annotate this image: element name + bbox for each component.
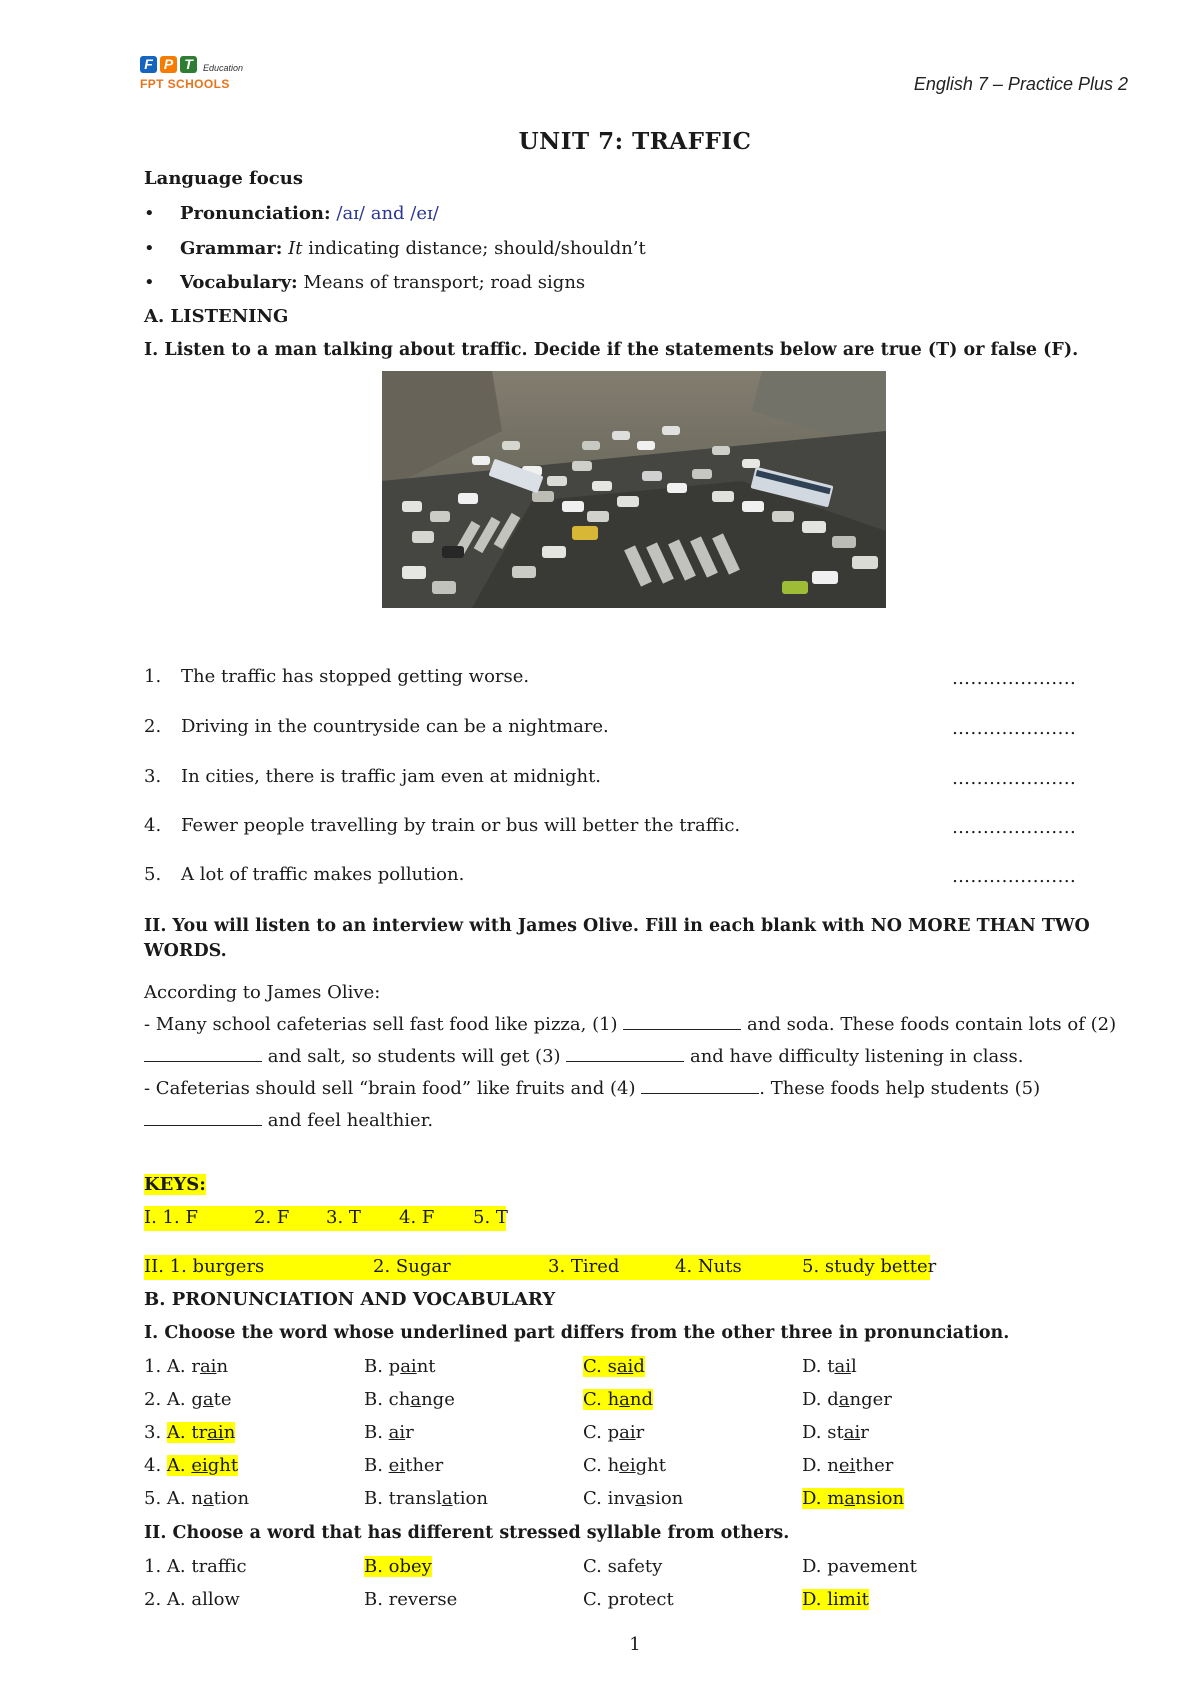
part2-paragraph-line3: - Cafeterias should sell “brain food” like fruits and (4) . These foods help students (5): [144, 1078, 1041, 1099]
pron-option-5-A[interactable]: 5. A. nation: [144, 1488, 250, 1509]
answer-blank-2[interactable]: ….................: [952, 718, 1077, 739]
pron-option-1-C[interactable]: C. said: [583, 1356, 645, 1377]
focus-item-vocabulary: • Vocabulary: Means of transport; road signs: [144, 272, 586, 293]
pron-option-5-C[interactable]: C. invasion: [583, 1488, 684, 1509]
focus-label: Pronunciation:: [180, 203, 331, 224]
traffic-photo-svg: [382, 371, 886, 608]
keys-row2-4: 4. Nuts: [675, 1256, 742, 1277]
section-b-part1-instruction: I. Choose the word whose underlined part differs from the other three in pronunciation.: [144, 1323, 1010, 1343]
pron-option-2-A[interactable]: 2. A. gate: [144, 1389, 232, 1410]
statement-2: 2. Driving in the countryside can be a nightmare.: [144, 716, 609, 737]
keys-row2-2: 2. Sugar: [373, 1256, 451, 1277]
pron-option-5-B[interactable]: B. translation: [364, 1488, 488, 1509]
focus-text: Means of transport; road signs: [297, 272, 586, 293]
focus-text: indicating distance; should/shouldn’t: [302, 238, 646, 259]
logo-letter-t: T: [180, 56, 197, 73]
answer-blank-5[interactable]: ….................: [952, 866, 1077, 887]
focus-label: Vocabulary:: [180, 272, 298, 293]
section-a-heading: A. LISTENING: [144, 306, 289, 327]
pron-option-3-B[interactable]: B. air: [364, 1422, 414, 1443]
stress-option-2-D[interactable]: D. limit: [802, 1589, 869, 1610]
stress-option-2-A[interactable]: 2. A. allow: [144, 1589, 240, 1610]
part2-paragraph-line2: and salt, so students will get (3) and have difficulty listening in class.: [144, 1046, 1023, 1067]
keys-row1-highlight: [144, 1206, 506, 1231]
fill-blank-3[interactable]: [566, 1046, 684, 1062]
part1-instruction: I. Listen to a man talking about traffic. Decide if the statements below are true (T) or false (F).: [144, 340, 1079, 360]
logo-schools-text: FPT SCHOOLS: [140, 77, 230, 91]
logo-education: Education: [203, 63, 244, 73]
keys-row1-3: 3. T: [326, 1207, 361, 1228]
answer-blank-1[interactable]: ….................: [952, 668, 1077, 689]
pron-option-3-C[interactable]: C. pair: [583, 1422, 645, 1443]
pron-option-3-A[interactable]: 3. A. train: [144, 1422, 236, 1443]
stress-option-2-B[interactable]: B. reverse: [364, 1589, 458, 1610]
pron-option-1-B[interactable]: B. paint: [364, 1356, 436, 1377]
keys-row2-3: 3. Tired: [548, 1256, 620, 1277]
page-title: UNIT 7: TRAFFIC: [518, 128, 752, 155]
statement-3: 3. In cities, there is traffic jam even at midnight.: [144, 766, 602, 787]
statement-1: 1. The traffic has stopped getting worse.: [144, 666, 530, 687]
header-title: English 7 – Practice Plus 2: [913, 74, 1128, 94]
logo-letter-p: P: [160, 56, 177, 73]
keys-row1: I. 1. F: [144, 1207, 198, 1228]
stress-option-1-D[interactable]: D. pavement: [802, 1556, 917, 1577]
focus-text: /aɪ/ and /eɪ/: [336, 203, 439, 224]
pron-option-4-C[interactable]: C. height: [583, 1455, 666, 1476]
statement-5: 5. A lot of traffic makes pollution.: [144, 864, 465, 885]
keys-heading: KEYS:: [144, 1174, 206, 1195]
answer-blank-3[interactable]: ….................: [952, 768, 1077, 789]
pron-option-4-D[interactable]: D. neither: [802, 1455, 894, 1476]
answer-blank-4[interactable]: ….................: [952, 817, 1077, 838]
part2-intro: According to James Olive:: [144, 982, 381, 1003]
traffic-jam-photo: [382, 371, 886, 608]
pron-option-5-D[interactable]: D. mansion: [802, 1488, 905, 1509]
focus-italic: It: [288, 238, 303, 259]
fill-blank-5[interactable]: [144, 1110, 262, 1126]
pron-option-1-D[interactable]: D. tail: [802, 1356, 857, 1377]
focus-label: Grammar:: [180, 238, 283, 259]
pron-option-2-D[interactable]: D. danger: [802, 1389, 892, 1410]
keys-row1-2: 2. F: [254, 1207, 290, 1228]
pron-option-2-C[interactable]: C. hand: [583, 1389, 654, 1410]
focus-item-grammar: • Grammar: It indicating distance; should/shouldn’t: [144, 238, 646, 259]
fill-blank-1[interactable]: [623, 1014, 741, 1030]
pron-option-1-A[interactable]: 1. A. rain: [144, 1356, 229, 1377]
pron-option-2-B[interactable]: B. change: [364, 1389, 455, 1410]
stress-option-2-C[interactable]: C. protect: [583, 1589, 674, 1610]
language-focus-heading: Language focus: [144, 168, 303, 189]
keys-row1-4: 4. F: [399, 1207, 435, 1228]
section-b-part2-instruction: II. Choose a word that has different stressed syllable from others.: [144, 1523, 790, 1543]
pron-option-4-A[interactable]: 4. A. eight: [144, 1455, 239, 1476]
keys-row1-5: 5. T: [473, 1207, 508, 1228]
fill-blank-4[interactable]: [641, 1078, 759, 1094]
part2-paragraph-line4: and feel healthier.: [144, 1110, 433, 1131]
pron-option-4-B[interactable]: B. either: [364, 1455, 444, 1476]
section-b-heading: B. PRONUNCIATION AND VOCABULARY: [144, 1289, 556, 1310]
fpt-schools-logo: [140, 56, 250, 100]
stress-option-1-C[interactable]: C. safety: [583, 1556, 663, 1577]
part2-paragraph-line1: - Many school cafeterias sell fast food like pizza, (1) and soda. These foods contain lots of (2): [144, 1014, 1117, 1035]
stress-option-1-B[interactable]: B. obey: [364, 1556, 432, 1577]
part2-instruction-line1: II. You will listen to an interview with James Olive. Fill in each blank with NO MORE THAN TWO: [144, 916, 1090, 936]
page-number: 1: [629, 1634, 641, 1655]
fill-blank-2[interactable]: [144, 1046, 262, 1062]
logo-letter-f: F: [140, 56, 157, 73]
pron-option-3-D[interactable]: D. stair: [802, 1422, 869, 1443]
part2-instruction-line2: WORDS.: [144, 941, 227, 961]
keys-row2-1: II. 1. burgers: [144, 1256, 265, 1277]
keys-row2-5: 5. study better: [802, 1256, 937, 1277]
focus-item-pronunciation: • Pronunciation: /aɪ/ and /eɪ/: [144, 203, 439, 224]
stress-option-1-A[interactable]: 1. A. traffic: [144, 1556, 247, 1577]
statement-4: 4. Fewer people travelling by train or bus will better the traffic.: [144, 815, 741, 836]
